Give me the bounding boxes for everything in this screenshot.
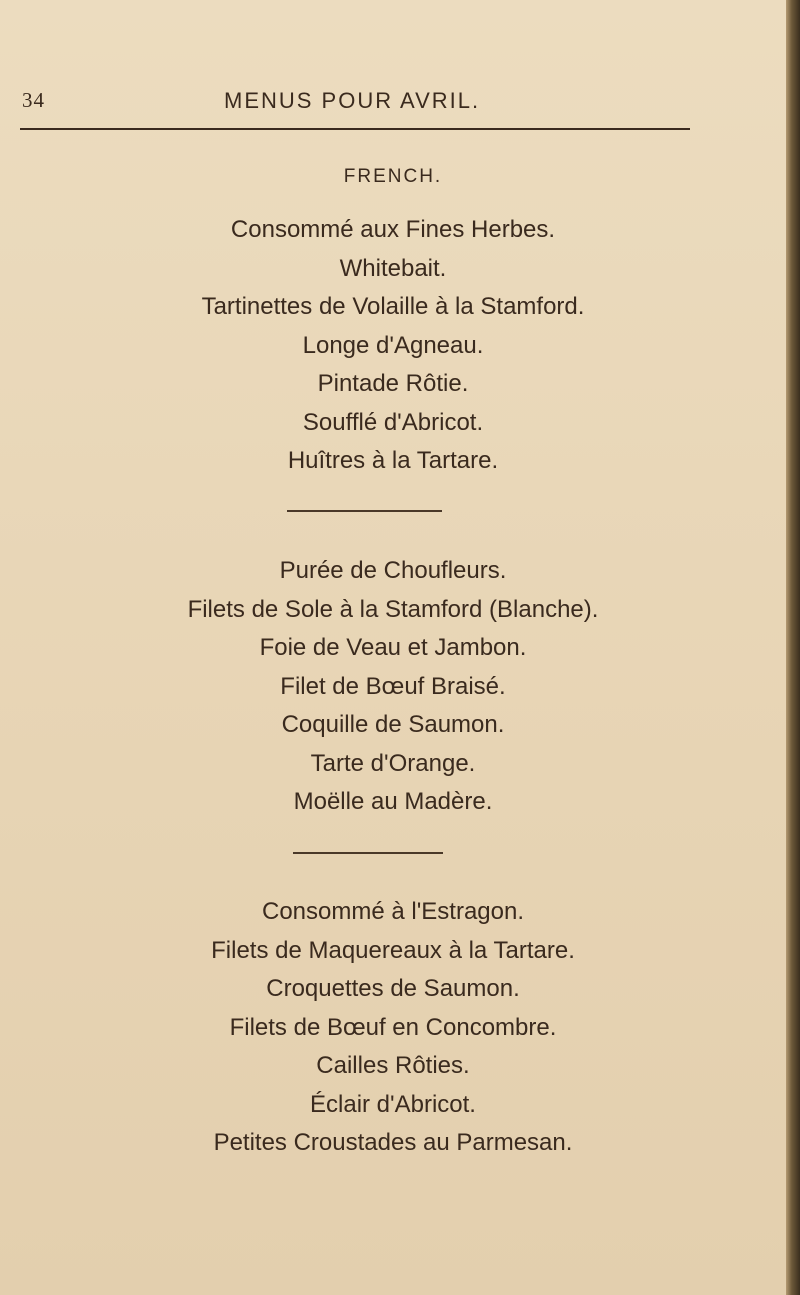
running-head: MENUS POUR AVRIL.: [224, 88, 481, 113]
menu-item: Cailles Rôties.: [316, 1052, 470, 1079]
menu-item: Tarte d'Orange.: [310, 749, 476, 777]
menu-item: Soufflé d'Abricot.: [302, 408, 484, 436]
menu-list-2: [0, 552, 786, 822]
section-title: FRENCH.: [343, 166, 443, 187]
menu-item: Filets de Maquereaux à la Tartare.: [211, 936, 575, 964]
menu-item: Filet de Bœuf Braisé.: [280, 672, 506, 700]
page-header: [0, 88, 786, 118]
menu-divider: [287, 510, 442, 512]
menu-item: Purée de Choufleurs.: [279, 557, 507, 584]
menu-item: Longe d'Agneau.: [302, 331, 484, 359]
menu-item: Pintade Rôtie.: [317, 370, 469, 397]
menu-item: Consommé aux Fines Herbes.: [230, 216, 556, 243]
menu-item: Whitebait.: [339, 254, 447, 282]
menu-item: Moëlle au Madère.: [293, 788, 493, 815]
menu-divider: [293, 852, 443, 854]
header-rule: [20, 128, 690, 130]
menu-item: Filets de Sole à la Stamford (Blanche).: [187, 595, 599, 623]
menu-list-3: [0, 893, 786, 1163]
menu-item: Tartinettes de Volaille à la Stamford.: [201, 293, 585, 320]
menu-item: Éclair d'Abricot.: [310, 1090, 476, 1118]
menu-item: Foie de Veau et Jambon.: [259, 634, 527, 661]
menu-item: Coquille de Saumon.: [281, 711, 505, 738]
page-number: 34: [22, 88, 45, 112]
menu-item: Consommé à l'Estragon.: [261, 898, 525, 925]
book-edge: [786, 0, 800, 1295]
menu-item: Huîtres à la Tartare.: [287, 447, 499, 474]
menu-list-1: [0, 211, 786, 481]
menu-item: Petites Croustades au Parmesan.: [213, 1129, 573, 1156]
menu-item: Filets de Bœuf en Concombre.: [229, 1013, 557, 1041]
menu-item: Croquettes de Saumon.: [266, 975, 520, 1002]
